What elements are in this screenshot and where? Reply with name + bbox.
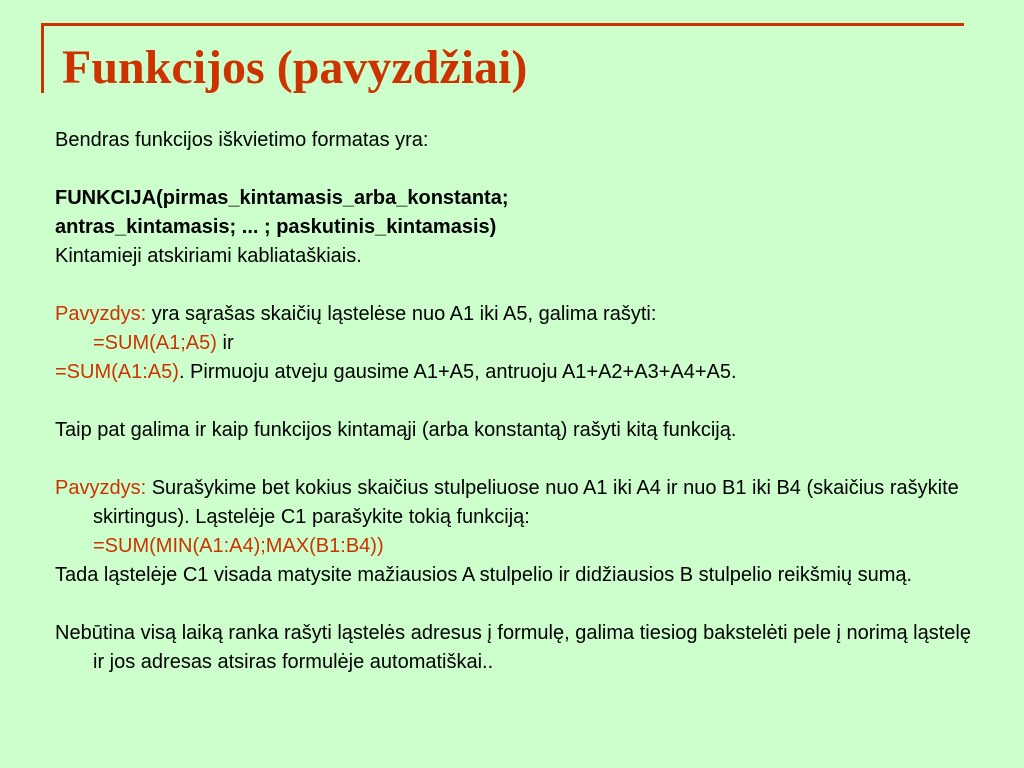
example-1-continuation	[55, 358, 985, 387]
example-2-label: Pavyzdys:	[55, 477, 147, 499]
example-1-label: Pavyzdys:	[55, 303, 147, 325]
spacer	[55, 590, 985, 619]
separator-note: Kintamieji atskiriami kabliataškiais.	[55, 245, 362, 267]
example-2-paragraph	[55, 474, 985, 561]
example-1-paragraph	[55, 300, 985, 358]
spacer	[55, 445, 985, 474]
spacer	[55, 155, 985, 184]
result-paragraph: Tada ląstelėje C1 visada matysite mažiausios A stulpelio ir didžiausios B stulpelio reikšmių sumą.	[55, 564, 913, 586]
example-1-formula-2: =SUM(A1:A5)	[55, 361, 179, 383]
spacer	[55, 387, 985, 416]
function-syntax-line-1: FUNKCIJA(pirmas_kintamasis_arba_konstanta;	[55, 187, 509, 209]
slide-body	[55, 126, 985, 677]
example-1-rest: . Pirmuoju atveju gausime A1+A5, antruoju A1+A2+A3+A4+A5.	[178, 361, 737, 383]
example-2-text: Surašykime bet kokius skaičius stulpeliuose nuo A1 iki A4 ir nuo B1 iki B4 (skaičius rašykite skirtingus). Ląstelėje C1 parašykite tokią funkciją:	[93, 477, 959, 528]
click-tip-paragraph: Nebūtina visą laiką ranka rašyti ląstelės adresus į formulę, galima tiesiog bakstelėti pele į norimą ląstelę ir jos adresas atsiras formulėje automatiškai..	[55, 622, 971, 673]
title-accent-line-top	[41, 23, 964, 26]
example-2-formula: =SUM(MIN(A1:A4);MAX(B1:B4))	[93, 535, 384, 557]
spacer	[55, 271, 985, 300]
example-1-or: ir	[216, 332, 234, 354]
intro-paragraph: Bendras funkcijos iškvietimo formatas yra:	[55, 129, 429, 151]
title-accent-line-left	[41, 23, 44, 93]
slide-title: Funkcijos (pavyzdžiai)	[62, 41, 528, 94]
example-1-text: yra sąrašas skaičių ląstelėse nuo A1 iki A5, galima rašyti:	[146, 303, 657, 325]
nested-function-paragraph: Taip pat galima ir kaip funkcijos kintamąji (arba konstantą) rašyti kitą funkciją.	[55, 419, 737, 441]
example-1-formula-1: =SUM(A1;A5)	[93, 332, 217, 354]
function-syntax-line-2: antras_kintamasis; ... ; paskutinis_kintamasis)	[55, 216, 497, 238]
